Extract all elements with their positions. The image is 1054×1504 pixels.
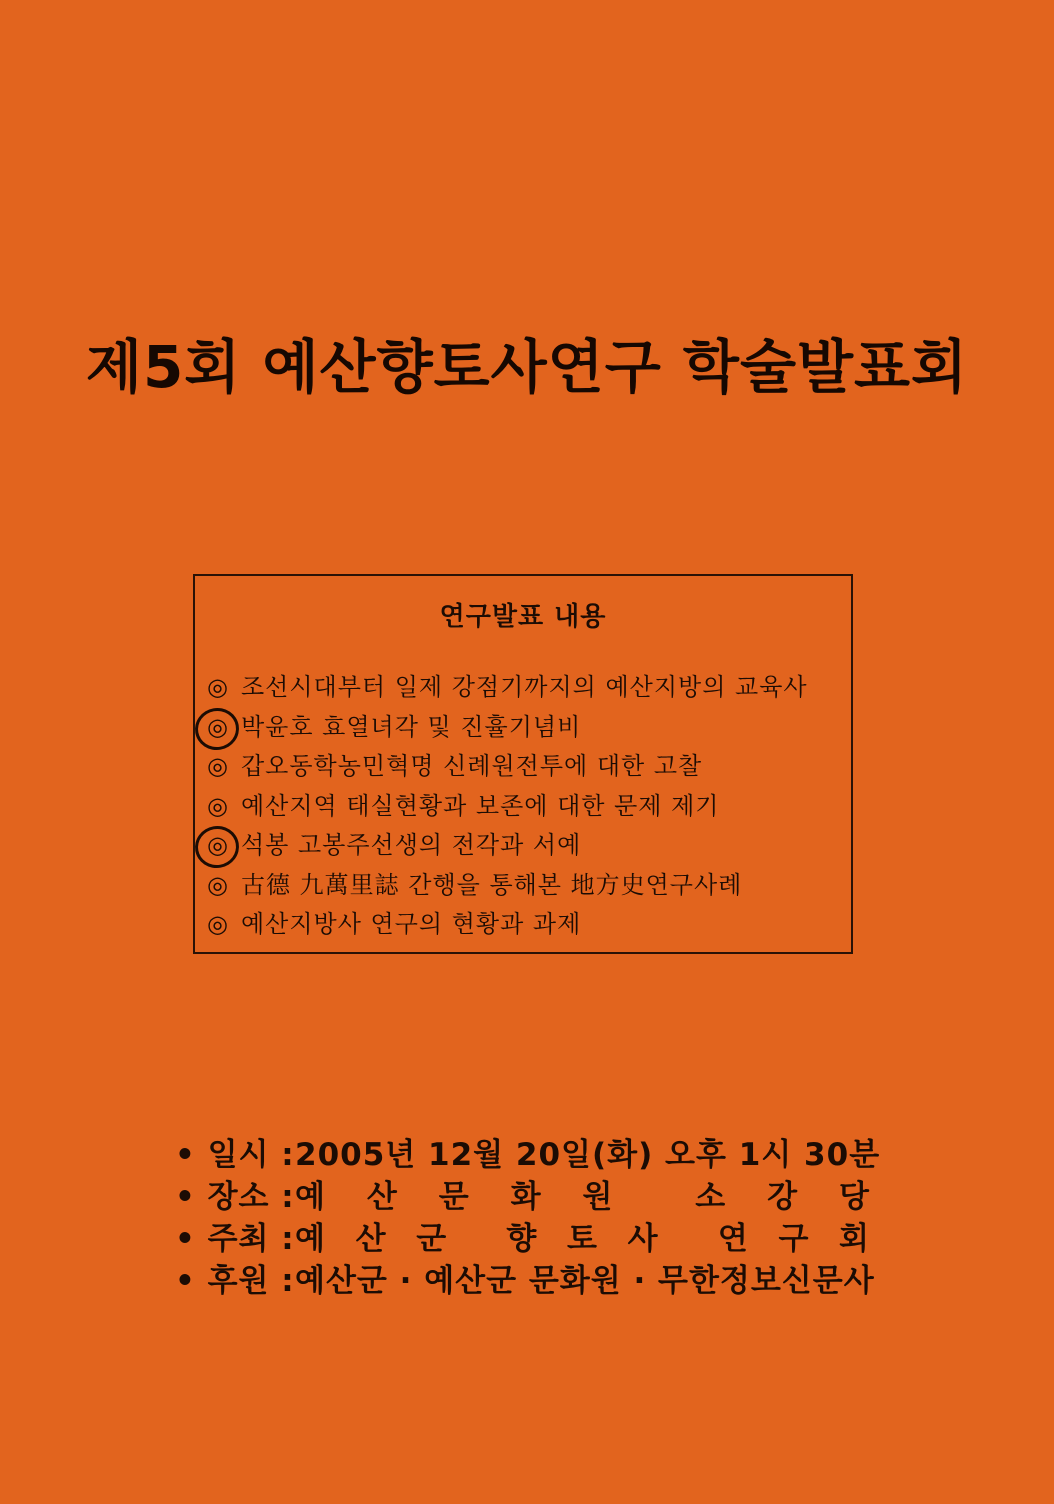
host-row xyxy=(175,1218,895,1260)
list-item: ◎ 예산지역 태실현황과 보존에 대한 문제 제기 xyxy=(207,787,808,827)
bullet-icon: ◎ xyxy=(207,712,229,741)
date-label: • 일시 : xyxy=(175,1137,295,1173)
date-value: 2005년 12월 20일(화) 오후 1시 30분 xyxy=(295,1137,881,1173)
page-title: 제5회 예산향토사연구 학술발표회 xyxy=(85,333,969,401)
sponsor-label: • 후원 : xyxy=(175,1263,295,1299)
list-item: ◎ 조선시대부터 일제 강점기까지의 예산지방의 교육사 xyxy=(207,668,808,708)
bullet-icon: ◎ xyxy=(207,752,229,780)
venue-value: 예 산 문 화 원 소 강 당 xyxy=(295,1179,870,1215)
contents-list xyxy=(207,668,808,945)
bullet-icon: ◎ xyxy=(207,910,229,938)
date-row xyxy=(175,1134,895,1176)
venue-row xyxy=(175,1176,895,1218)
host-label: • 주최 : xyxy=(175,1221,295,1257)
bullet-icon: ◎ xyxy=(207,870,229,899)
list-item: ◎ 박윤호 효열녀각 및 진휼기념비 xyxy=(207,708,808,748)
venue-label: • 장소 : xyxy=(175,1179,295,1215)
list-item: ◎ 예산지방사 연구의 현황과 과제 xyxy=(207,905,808,945)
list-item: ◎ 갑오동학농민혁명 신례원전투에 대한 고찰 xyxy=(207,747,808,787)
host-value: 예 산 군 향 토 사 연 구 회 xyxy=(295,1221,870,1257)
bullet-icon: ◎ xyxy=(207,791,229,820)
contents-box xyxy=(193,574,853,954)
list-item: ◎ 古德 九萬里誌 간행을 통해본 地方史연구사례 xyxy=(207,866,808,906)
list-item: ◎ 석봉 고봉주선생의 전각과 서예 xyxy=(207,826,808,866)
bullet-icon: ◎ xyxy=(207,831,229,859)
bullet-icon: ◎ xyxy=(207,673,229,701)
sponsor-row xyxy=(175,1260,895,1302)
contents-heading: 연구발표 내용 xyxy=(439,602,607,632)
sponsor-value: 예산군 · 예산군 문화원 · 무한정보신문사 xyxy=(295,1263,875,1299)
event-info xyxy=(175,1134,895,1302)
